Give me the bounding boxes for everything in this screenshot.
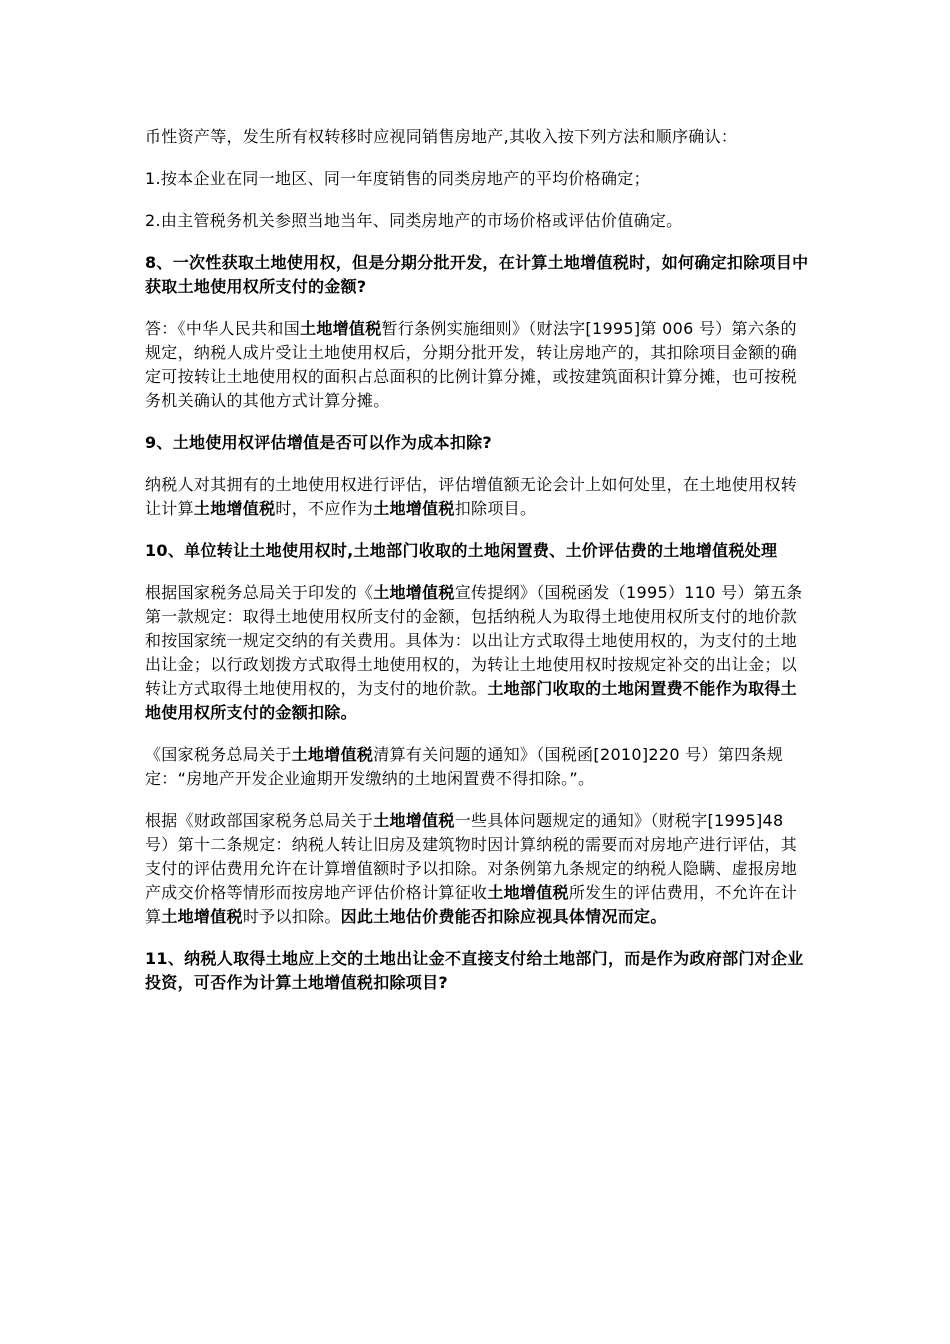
bold-text: 因此土地估价费能否扣除应视具体情况而定。	[340, 907, 667, 926]
bold-text: 土地增值税	[487, 883, 569, 902]
body-paragraph	[145, 809, 810, 929]
question-heading	[145, 947, 810, 995]
body-paragraph	[145, 581, 810, 725]
text-run: 所发生的评估费用，不允许在计算	[145, 883, 798, 926]
text-run: 清算有关问题的通知》（国税函[2010]220 号）第四条规定：“房地产开发企业逾期开发缴纳的土地闲置费不得扣除。”。	[145, 745, 784, 788]
text-run: 根据《财政部国家税务总局关于	[145, 811, 374, 830]
text-run: 《国家税务总局关于	[145, 745, 292, 764]
text-run: 扣除项目。	[454, 499, 537, 518]
text-run: 11、纳税人取得土地应上交的土地出让金不直接支付给土地部门，而是作为政府部门对企业投资，可否作为计算土地增值税扣除项目?	[145, 949, 804, 992]
bold-text: 土地增值税	[373, 583, 455, 602]
bold-text: 土地增值税	[373, 811, 455, 830]
bold-text: 土地增值税	[300, 319, 382, 338]
text-run: 10、单位转让土地使用权时,土地部门收取的土地闲置费、土价评估费的土地增值税处理	[145, 541, 778, 560]
text-run: 币性资产等，发生所有权转移时应视同销售房地产,其收入按下列方法和顺序确认：	[145, 127, 738, 146]
bold-text: 土地增值税	[193, 499, 276, 518]
text-run: 宣传提纲》（国税函发（1995）110 号）第五条第一款规定：取得土地使用权所支付的金额，包括纳税人为取得土地使用权所支付的地价款和按国家统一规定交纳的有关费用。具体为：以出让方式取得土地使用权的，为支付的土地出让金；以行政划拨方式取得土地使用权的，为转让土地使用权时按规定补交的出让金；以转让方式取得土地使用权的，为支付的地价款。	[145, 583, 803, 698]
bold-text: 土地增值税	[161, 907, 243, 926]
text-run: 时，不应作为	[275, 499, 374, 518]
body-paragraph	[145, 167, 810, 191]
text-run: 纳税人对其拥有的土地使用权进行评估，评估增值额无论会计上如何处里，在土地使用权转让计算	[145, 475, 798, 518]
text-run: 一些具体问题规定的通知》（财税字[1995]48 号）第十二条规定：纳税人转让旧房及建筑物时因计算纳税的需要而对房地产进行评估，其支付的评估费用允许在计算增值额时予以扣除。对条例第九条规定的纳税人隐瞒、虚报房地产成交价格等情形而按房地产评估价格计算征收	[145, 811, 798, 902]
body-paragraph	[145, 125, 810, 149]
document-page	[145, 125, 810, 1013]
text-run: 时予以扣除。	[242, 907, 341, 926]
bold-text: 土地增值税	[373, 499, 455, 518]
text-run: 暂行条例实施细则》（财法字[1995]第 006 号）第六条的规定，纳税人成片受让土地使用权后，分期分批开发，转让房地产的，其扣除项目金额的确定可按转让土地使用权的面积占总面积的比例计算分摊，或按建筑面积计算分摊，也可按税务机关确认的其他方式计算分摊。	[145, 319, 798, 410]
body-paragraph	[145, 209, 810, 233]
text-run: 2.由主管税务机关参照当地当年、同类房地产的市场价格或评估价值确定。	[145, 211, 683, 230]
text-run: 根据国家税务总局关于印发的《	[145, 583, 374, 602]
question-heading	[145, 431, 810, 455]
bold-text: 土地增值税	[291, 745, 374, 764]
text-run: 1.按本企业在同一地区、同一年度销售的同类房地产的平均价格确定；	[145, 169, 650, 188]
text-run: 8、一次性获取土地使用权，但是分期分批开发，在计算土地增值税时，如何确定扣除项目中获取土地使用权所支付的金额?	[145, 253, 809, 296]
body-paragraph	[145, 317, 810, 413]
bold-text: 土地部门收取的土地闲置费不能作为取得土地使用权所支付的金额扣除。	[145, 679, 798, 722]
body-paragraph	[145, 743, 810, 791]
question-heading	[145, 251, 810, 299]
question-heading	[145, 539, 810, 563]
body-paragraph	[145, 473, 810, 521]
text-run: 9、土地使用权评估增值是否可以作为成本扣除?	[145, 433, 493, 452]
text-run: 答：《中华人民共和国	[145, 319, 301, 338]
